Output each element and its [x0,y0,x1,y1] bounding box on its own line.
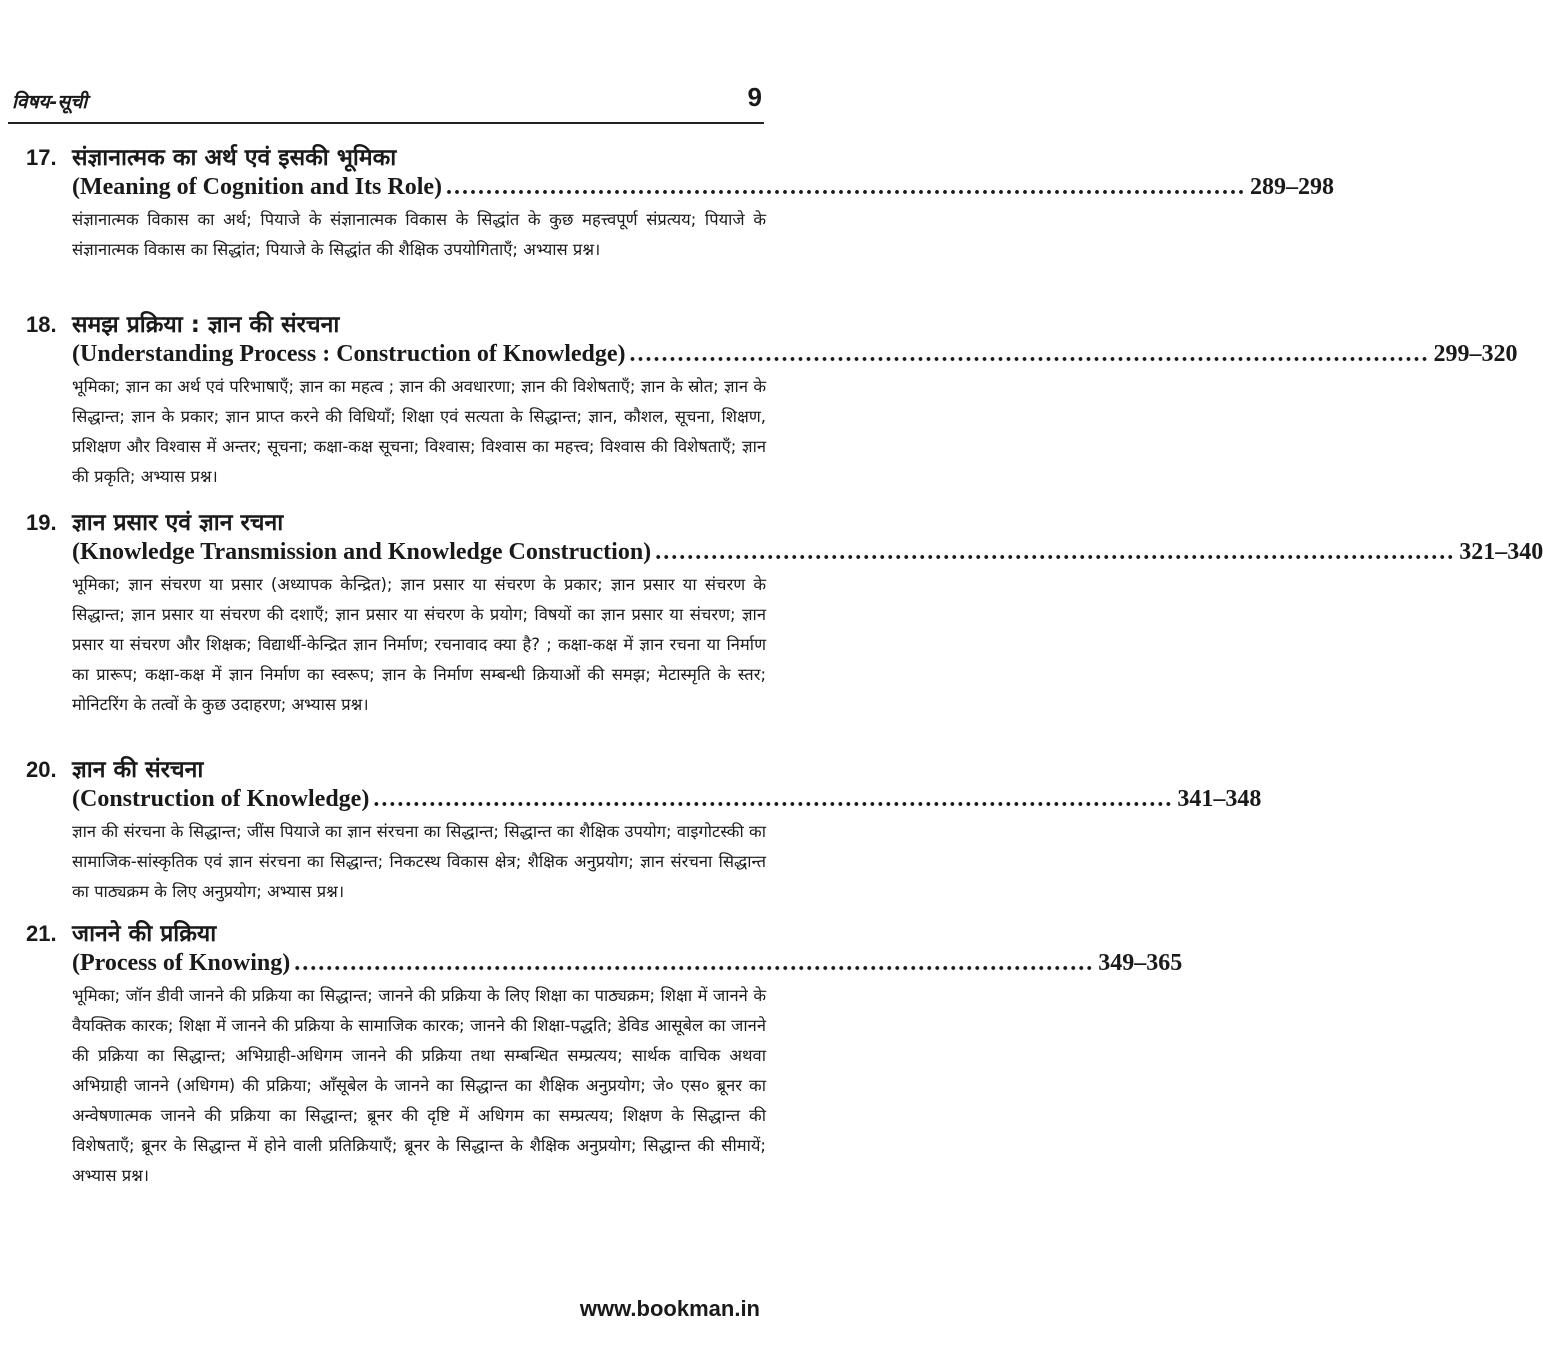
chapter-description: भूमिका; जॉन डीवी जानने की प्रक्रिया का सिद्धान्त; जानने की प्रक्रिया के लिए शिक्षा का पाठ्यक्रम; शिक्षा में जानने के वैयक्तिक कारक; शिक्षा में जानने की प्रक्रिया के सामाजिक कारक; जानने की शिक्षा-पद्धति; डेविड आसूबेल का जानने की प्रक्रिया का सिद्धान्त; अभिग्राही-अधिगम जानने की प्रक्रिया तथा सम्बन्धित सम्प्रत्यय; सार्थक वाचिक अथवा अभिग्राही जानने (अधिगम) की प्रक्रिया; आँसूबेल के जानने का सिद्धान्त का शैक्षिक अनुप्रयोग; जे० एस० ब्रूनर का अन्वेषणात्मक जानने की प्रक्रिया का सिद्धान्त; ब्रूनर की दृष्टि में अधिगम का सम्प्रत्यय; शिक्षण के सिद्धान्त की विशेषताएँ; ब्रूनर के सिद्धान्त में होने वाली प्रतिक्रियाएँ; ब्रूनर के सिद्धान्त के शैक्षिक अनुप्रयोग; सिद्धान्त की सीमायें; अभ्यास प्रश्न। [72,986,766,1185]
chapter-entry [26,140,1335,265]
chapter-entry [26,505,1543,720]
chapter-entry [26,752,1262,907]
chapter-entry [26,307,1518,492]
website-footer: www.bookman.in [579,1296,760,1321]
chapter-pages: 289–298 [1250,174,1335,200]
chapter-title-hindi: समझ प्रक्रिया : ज्ञान की संरचना [72,312,340,338]
chapter-pages: 299–320 [1433,341,1518,367]
chapter-description: भूमिका; ज्ञान संचरण या प्रसार (अध्यापक केन्द्रित); ज्ञान प्रसार या संचरण के प्रकार; ज्ञान प्रसार या संचरण के सिद्धान्त; ज्ञान प्रसार या संचरण की दशाएँ; ज्ञान प्रसार या संचरण के प्रयोग; विषयों का ज्ञान प्रसार या संचरण; ज्ञान प्रसार या संचरण और शिक्षक; विद्यार्थी-केन्द्रित ज्ञान निर्माण; रचनावाद क्या है? ; कक्षा-कक्ष में ज्ञान रचना या निर्माण का प्रारूप; कक्षा-कक्ष में ज्ञान निर्माण का स्वरूप; ज्ञान के निर्माण सम्बन्धी क्रियाओं की समझ; मेटास्मृति के स्तर; मोनिटरिंग के तत्वों के कुछ उदाहरण; अभ्यास प्रश्न। [72,575,766,714]
leader-dots: .................................................................................................... [373,786,1174,812]
chapter-number: 18. [26,312,57,337]
chapter-title-hindi: ज्ञान प्रसार एवं ज्ञान रचना [72,510,284,536]
chapter-pages: 341–348 [1177,786,1262,812]
chapter-title-hindi: संज्ञानात्मक का अर्थ एवं इसकी भूमिका [72,145,397,171]
chapter-number: 19. [26,510,57,535]
page-header [8,78,764,124]
chapter-number: 21. [26,921,57,946]
chapter-description: संज्ञानात्मक विकास का अर्थ; पियाजे के संज्ञानात्मक विकास के सिद्धांत के कुछ महत्त्वपूर्ण संप्रत्यय; पियाजे के संज्ञानात्मक विकास का सिद्धांत; पियाजे के सिद्धांत की शैक्षिक उपयोगिताएँ; अभ्यास प्रश्न। [72,210,766,259]
chapter-pages: 321–340 [1459,539,1543,565]
chapter-title-english: (Understanding Process : Construction of Knowledge) [72,341,626,367]
chapter-number: 20. [26,757,57,782]
leader-dots: .................................................................................................... [629,341,1430,367]
page-number: 9 [747,82,762,112]
leader-dots: .................................................................................................... [655,539,1456,565]
chapter-pages: 349–365 [1098,950,1183,976]
chapter-entry [26,916,1183,1191]
chapter-title-english: (Construction of Knowledge) [72,786,370,812]
chapter-title-english: (Process of Knowing) [72,950,291,976]
chapter-description: ज्ञान की संरचना के सिद्धान्त; जींस पियाजे का ज्ञान संरचना का सिद्धान्त; सिद्धान्त का शैक्षिक उपयोग; वाइगोटस्की का सामाजिक-सांस्कृतिक एवं ज्ञान संरचना का सिद्धान्त; निकटस्थ विकास क्षेत्र; शैक्षिक अनुप्रयोग; ज्ञान संरचना सिद्धान्त का पाठ्यक्रम के लिए अनुप्रयोग; अभ्यास प्रश्न। [72,822,766,901]
chapter-title-english: (Meaning of Cognition and Its Role) [72,174,443,200]
chapter-description: भूमिका; ज्ञान का अर्थ एवं परिभाषाएँ; ज्ञान का महत्व ; ज्ञान की अवधारणा; ज्ञान की विशेषताएँ; ज्ञान के स्रोत; ज्ञान के सिद्धान्त; ज्ञान के प्रकार; ज्ञान प्राप्त करने की विधियाँ; शिक्षा एवं सत्यता के सिद्धान्त; ज्ञान, कौशल, सूचना, शिक्षण, प्रशिक्षण और विश्वास में अन्तर; सूचना; कक्षा-कक्ष सूचना; विश्वास; विश्वास का महत्त्व; विश्वास की विशेषताएँ; ज्ञान की प्रकृति; अभ्यास प्रश्न। [72,377,766,486]
running-title: विषय-सूची [12,91,88,113]
chapter-title-hindi: ज्ञान की संरचना [72,757,204,783]
chapter-title-hindi: जानने की प्रक्रिया [72,921,217,947]
leader-dots: .................................................................................................... [294,950,1095,976]
chapter-title-english: (Knowledge Transmission and Knowledge Construction) [72,539,652,565]
leader-dots: .................................................................................................... [446,174,1247,200]
chapter-number: 17. [26,145,57,170]
